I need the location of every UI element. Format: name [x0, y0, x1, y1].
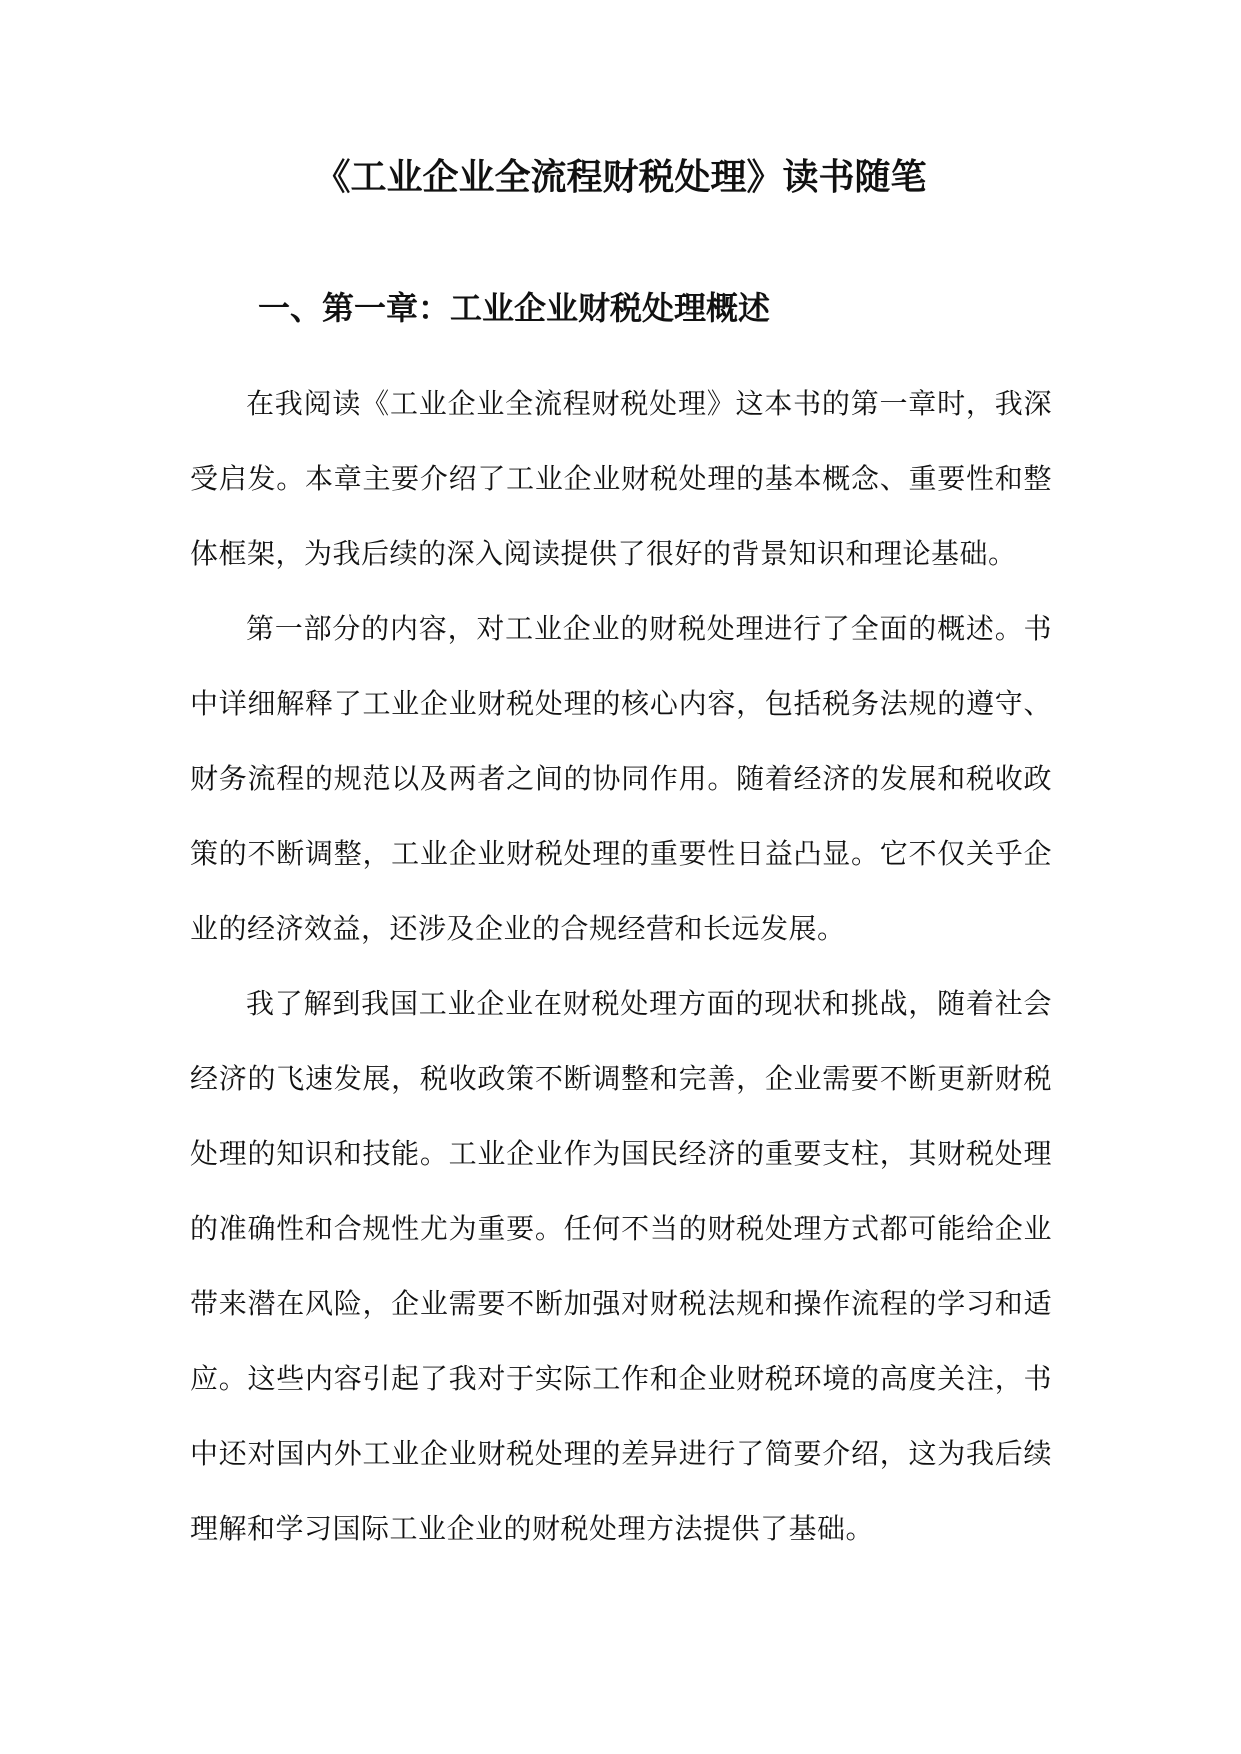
section-heading: 一、第一章：工业企业财税处理概述 — [258, 289, 771, 327]
paragraph-1: 在我阅读《工业企业全流程财税处理》这本书的第一章时，我深受启发。本章主要介绍了工业企业财税处理的基本概念、重要性和整体框架，为我后续的深入阅读提供了很好的背景知识和理论基础。 — [190, 387, 1052, 570]
document-body — [190, 366, 1052, 1566]
paragraph-3: 我了解到我国工业企业在财税处理方面的现状和挑战，随着社会经济的飞速发展，税收政策不断调整和完善，企业需要不断更新财税处理的知识和技能。工业企业作为国民经济的重要支柱，其财税处理的准确性和合规性尤为重要。任何不当的财税处理方式都可能给企业带来潜在风险，企业需要不断加强对财税法规和操作流程的学习和适应。这些内容引起了我对于实际工作和企业财税环境的高度关注，书中还对国内外工业企业财税处理的差异进行了简要介绍，这为我后续理解和学习国际工业企业的财税处理方法提供了基础。 — [190, 987, 1052, 1545]
paragraph-2: 第一部分的内容，对工业企业的财税处理进行了全面的概述。书中详细解释了工业企业财税处理的核心内容，包括税务法规的遵守、财务流程的规范以及两者之间的协同作用。随着经济的发展和税收政策的不断调整，工业企业财税处理的重要性日益凸显。它不仅关乎企业的经济效益，还涉及企业的合规经营和长远发展。 — [190, 612, 1052, 945]
document-title: 《工业企业全流程财税处理》读书随笔 — [314, 157, 927, 198]
